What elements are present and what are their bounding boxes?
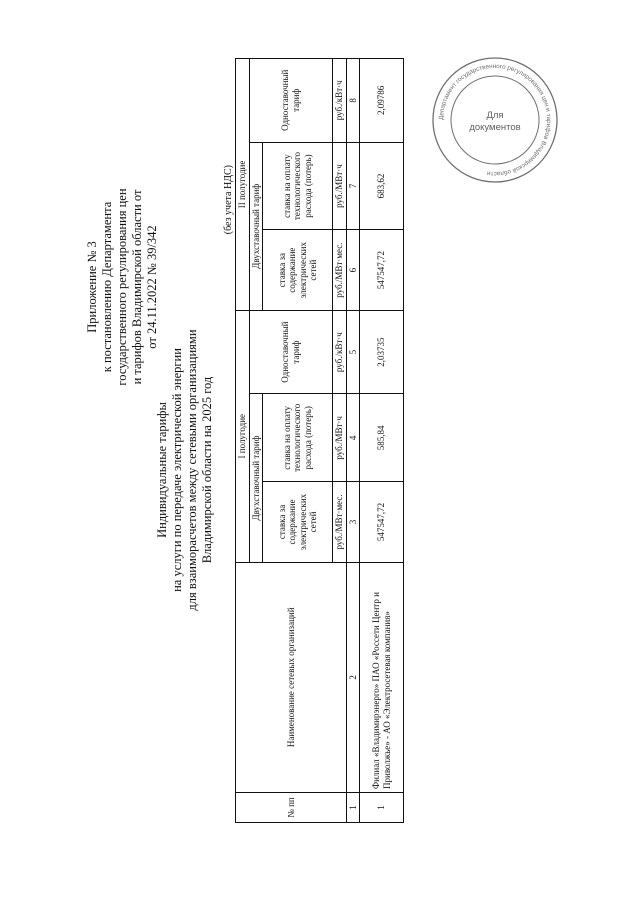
stamp-center-line1: Для: [486, 110, 504, 121]
header-name: Наименование сетевых организаций: [236, 562, 347, 792]
appendix-line: Приложение № 3: [85, 241, 99, 333]
document-title: [155, 290, 215, 650]
column-number: 4: [346, 394, 360, 482]
appendix-line: от 24.11.2022 № 39/342: [145, 225, 159, 349]
row-h2-maintenance: 547547,72: [360, 230, 404, 310]
unit-cell: руб./МВт·ч: [333, 142, 347, 230]
header-no: № пп: [236, 793, 347, 823]
unit-cell: руб./МВт·мес.: [333, 230, 347, 310]
row-no: 1: [360, 793, 404, 823]
header-half-1: I полугодие: [236, 310, 250, 562]
row-h1-one-part: 2,03735: [360, 310, 404, 394]
appendix-line: к постановлению Департамента: [100, 201, 114, 373]
row-h2-one-part: 2,09786: [360, 59, 404, 143]
header-maintenance-1: ставка за содержание электрических сетей: [263, 482, 333, 562]
stamp-ring-text: Департамент государственного регулирования цен и тарифов Владимирской области: [437, 62, 553, 178]
column-number: 6: [346, 230, 360, 310]
appendix-line: и тарифов Владимирской области от: [130, 189, 144, 385]
header-maintenance-2: ставка за содержание электрических сетей: [263, 230, 333, 310]
column-number: 1: [346, 793, 360, 823]
title-line: на услуги по передаче электрической энергии: [170, 348, 184, 592]
column-number-row: [346, 59, 360, 823]
vat-note: (без учета НДС): [223, 165, 234, 235]
title-line: для взаиморасчетов между сетевыми организациями: [185, 329, 199, 611]
header-two-part-2: Двухставочный тариф: [249, 142, 263, 310]
header-one-part-2: Одноставочный тариф: [249, 59, 333, 143]
title-line: Владимирской области на 2025 год: [200, 376, 214, 564]
table-row: [360, 59, 404, 823]
header-losses-1: ставка на оплату технологического расхода (потерь): [263, 394, 333, 482]
column-number: 3: [346, 482, 360, 562]
title-line: Индивидуальные тарифы: [155, 402, 169, 538]
column-number: 2: [346, 562, 360, 792]
appendix-header: [85, 137, 160, 437]
header-two-part-1: Двухставочный тариф: [249, 394, 263, 562]
row-h2-losses: 683,62: [360, 142, 404, 230]
unit-cell: руб./кВт·ч: [333, 310, 347, 394]
appendix-line: государственного регулирования цен: [115, 188, 129, 386]
row-h1-maintenance: 547547,72: [360, 482, 404, 562]
row-org-name: Филиал «Владимирэнерго» ПАО «Россети Центр и Приволжье» - АО «Электросетевая компания»: [360, 562, 404, 792]
row-h1-losses: 585,84: [360, 394, 404, 482]
column-number: 5: [346, 310, 360, 394]
column-number: 7: [346, 142, 360, 230]
unit-cell: руб./МВт·мес.: [333, 482, 347, 562]
header-half-2: II полугодие: [236, 59, 250, 311]
column-number: 8: [346, 59, 360, 143]
header-one-part-1: Одноставочный тариф: [249, 310, 333, 394]
unit-cell: руб./кВт·ч: [333, 59, 347, 143]
unit-cell: руб./МВт·ч: [333, 394, 347, 482]
tariff-table: [235, 58, 404, 823]
stamp-center-line2: документов: [469, 122, 521, 133]
header-losses-2: ставка на оплату технологического расхода (потерь): [263, 142, 333, 230]
document-stamp: [430, 55, 560, 185]
